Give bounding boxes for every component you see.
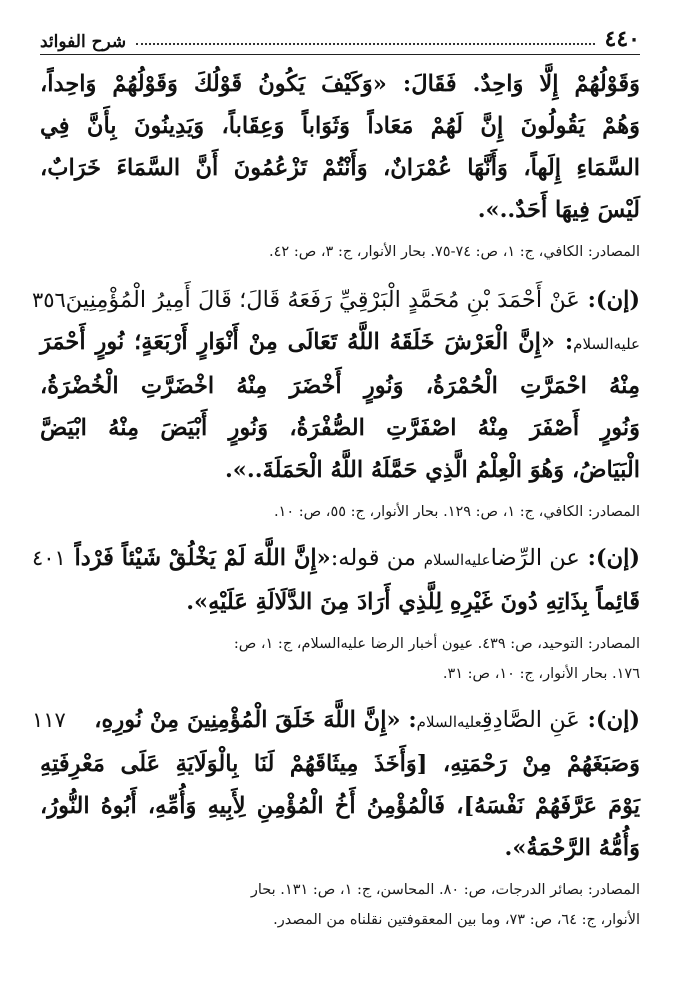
continuation-hadith xyxy=(40,63,640,231)
quote-intro: من قوله: xyxy=(330,545,416,571)
sources-note: المصادر: الكافي، ج: ١، ص: ١٢٩. بحار الأنوار، ج: ٥٥، ص: ١٠. xyxy=(273,504,640,520)
hadith-intro-line xyxy=(40,537,640,581)
page-header xyxy=(40,22,640,52)
sources-note: المصادر: الكافي، ج: ١، ص: ٧٤-٧٥. بحار الأنوار، ج: ٣، ص: ٤٢. xyxy=(269,244,640,260)
hadith-line: وَهُمْ يَقُولُونَ إِنَّ لَهُمْ مَعَاداً وَثَوَاباً وَعِقَاباً، وَيَدِينُونَ بِأَنَّ فِي xyxy=(40,113,640,139)
hadith-entry-117 xyxy=(32,699,640,869)
honorific-symbol: عليه‌السلام xyxy=(416,713,482,731)
hadith-line: وَأُمُّهُ الرَّحْمَةُ». xyxy=(504,835,640,861)
hadith-text: : «إِنَّ اللَّهَ خَلَقَ الْمُؤْمِنِينَ مِنْ نُورِهِ، xyxy=(94,707,417,733)
sources-note: ١٧٦. بحار الأنوار، ج: ١٠، ص: ٣١. xyxy=(442,666,640,682)
hadith-intro-line xyxy=(40,699,640,743)
hadith-line: يَوْمَ عَرَّفَهُمْ نَفْسَهُ]، فَالْمُؤْمِنُ أَخُ الْمُؤْمِنِ لِأَبِيهِ وَأُمِّهِ، أَبُوهُ النُّورُ، xyxy=(40,793,640,819)
hadith-line: مِنْهُ احْمَرَّتِ الْحُمْرَةُ، وَنُورٍ أَخْضَرَ مِنْهُ اخْضَرَّتِ الْخُضْرَةُ، xyxy=(40,373,640,399)
entry-prefix: (إن): xyxy=(587,545,640,571)
entry-prefix: (إن): xyxy=(587,707,640,733)
hadith-line xyxy=(40,321,640,365)
hadith-entry-401 xyxy=(32,537,640,623)
header-dotted-leader xyxy=(136,43,594,45)
narrator: عَنِ الصَّادِقِ xyxy=(481,707,580,733)
page-number: ٤٤٠ xyxy=(604,26,640,52)
hadith-intro-line xyxy=(40,279,640,321)
hadith-line: وَقَوْلُهُمْ إِلَّا وَاحِدٌ. فَقَالَ: «وَكَيْفَ يَكُونُ قَوْلُكَ وَقَوْلُهُمْ وَاحِداً، xyxy=(40,71,640,97)
book-title: شرح الفوائد xyxy=(40,32,127,52)
entry-prefix: (إن): xyxy=(587,287,640,313)
sources-note: الأنوار، ج: ٦٤، ص: ٧٣، وما بين المعقوفتين نقلناه من المصدر. xyxy=(273,912,640,928)
hadith-line: لَيْسَ فِيهَا أَحَدٌ..». xyxy=(477,197,640,223)
hadith-text: «إِنَّ اللَّهَ لَمْ يَخْلُقْ شَيْئاً فَرْداً xyxy=(74,545,331,571)
hadith-line: وَصَبَغَهُمْ مِنْ رَحْمَتِهِ، [وَأَخَذَ مِيثَاقَهُمْ لَنَا بِالْوَلَايَةِ عَلَى مَعْرِفَتِهِ xyxy=(40,751,640,777)
honorific-symbol: عليه‌السلام xyxy=(573,335,640,353)
hadith-number: ١١٧ xyxy=(32,708,66,732)
header-rule xyxy=(40,54,640,55)
hadith-line: السَّمَاءِ إِلَهاً، وَأَنَّهَا عُمْرَانٌ، وَأَنْتُمْ تَزْعُمُونَ أَنَّ السَّمَاءَ خَرَابٌ، xyxy=(40,155,640,181)
hadith-line: قَائِماً بِذَاتِهِ دُونَ غَيْرِهِ لِلَّذِي أَرَادَ مِنَ الدَّلَالَةِ عَلَيْهِ». xyxy=(186,589,640,615)
hadith-number: ٣٥٦ xyxy=(32,288,66,312)
hadith-line: الْبَيَاضُ، وَهُوَ الْعِلْمُ الَّذِي حَمَّلَهُ اللَّهُ الْحَمَلَةَ..». xyxy=(224,457,640,483)
honorific-symbol: عليه‌السلام xyxy=(423,551,491,569)
hadith-line: وَنُورٍ أَصْفَرَ مِنْهُ اصْفَرَّتِ الصُّفْرَةُ، وَنُورٍ أَبْيَضَ مِنْهُ ابْيَضَّ xyxy=(40,415,640,441)
narrator: عن الرِّضا xyxy=(490,545,580,571)
sources-note: المصادر: التوحيد، ص: ٤٣٩. عيون أخبار الرضا عليه‌السلام، ج: ١، ص: xyxy=(233,636,640,652)
hadith-text: : «إِنَّ الْعَرْشَ خَلَقَهُ اللَّهُ تَعَالَى مِنْ أَنْوَارٍ أَرْبَعَةٍ؛ نُورٍ أَحْمَرَ xyxy=(40,329,574,355)
hadith-number: ٤٠١ xyxy=(32,546,66,570)
narrator-chain: عَنْ أَحْمَدَ بْنِ مُحَمَّدٍ الْبَرْقِيِّ رَفَعَهُ قَالَ؛ قَالَ أَمِيرُ الْمُؤْمِنِينَ xyxy=(65,287,580,313)
sources-note: المصادر: بصائر الدرجات، ص: ٨٠. المحاسن، ج: ١، ص: ١٣١. بحار xyxy=(250,882,640,898)
hadith-entry-356 xyxy=(32,279,640,491)
